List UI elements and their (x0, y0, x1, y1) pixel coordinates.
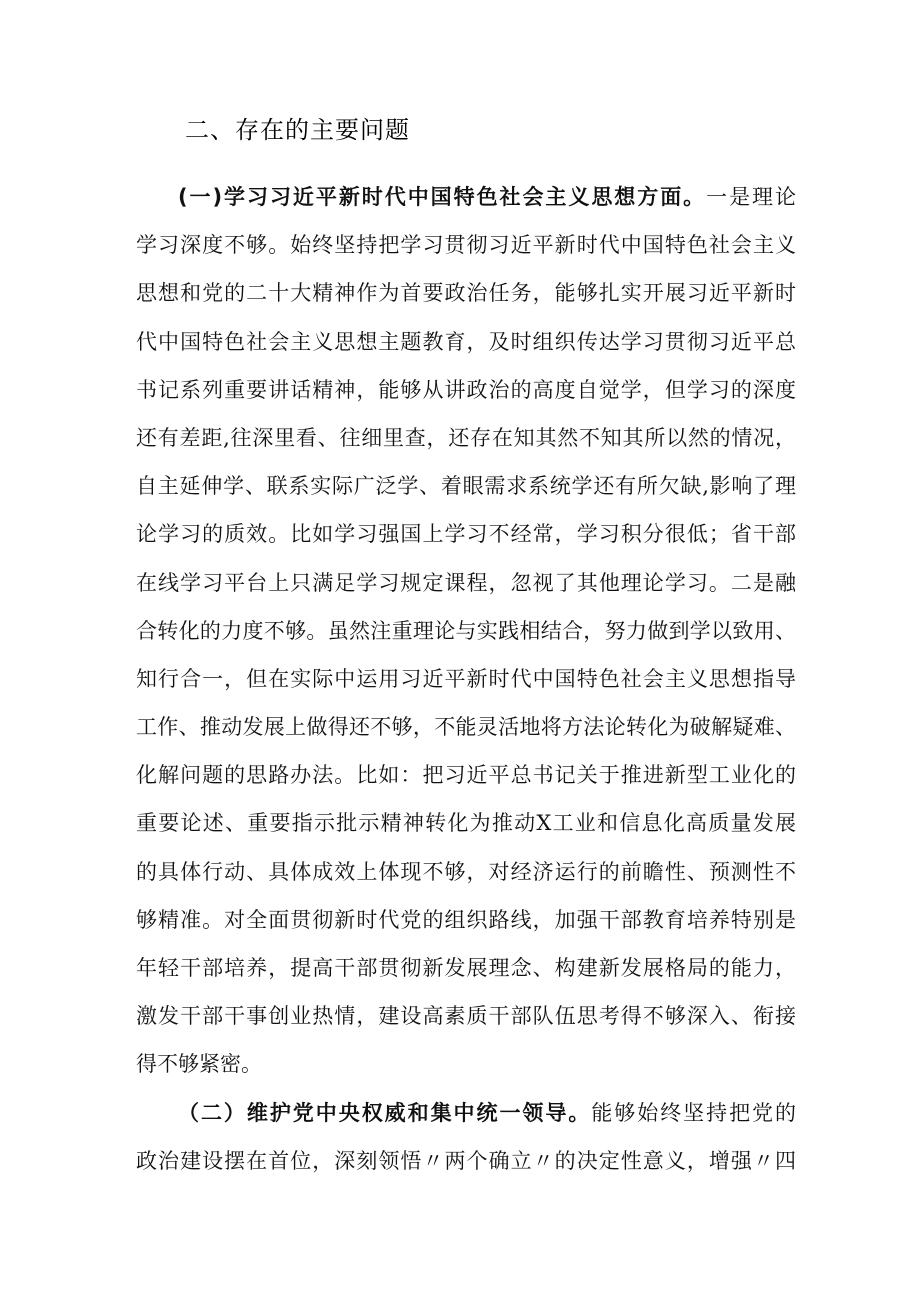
subsection-title: （二）维护党中央权威和集中统一领导。 (178, 1101, 592, 1125)
paragraph-line: （二）维护党中央权威和集中统一领导。能够始终坚持把党的 (178, 1101, 796, 1125)
paragraph-line: 得不够紧密。 (136, 1052, 262, 1077)
paragraph-line: 合转化的力度不够。虽然注重理论与实践相结合，努力做到学以致用、 (136, 618, 796, 643)
paragraph-line: 的具体行动、具体成效上体现不够，对经济运行的前瞻性、预测性不 (136, 859, 796, 884)
paragraph-line: 论学习的质效。比如学习强国上学习不经常，学习积分很低；省干部 (136, 522, 796, 547)
paragraph-1 (136, 173, 796, 1089)
paragraph-line: 重要论述、重要指示批示精神转化为推动X工业和信息化高质量发展 (136, 811, 796, 836)
paragraph-line: (一)学习习近平新时代中国特色社会主义思想方面。一是理论 (178, 185, 796, 209)
paragraph-line: 学习深度不够。始终坚持把学习贯彻习近平新时代中国特色社会主义 (136, 233, 796, 258)
paragraph-line: 激发干部干事创业热情，建设高素质干部队伍思考得不够深入、衔接 (136, 1004, 796, 1029)
paragraph-line: 工作、推动发展上做得还不够，不能灵活地将方法论转化为破解疑难、 (136, 715, 796, 740)
paragraph-line: 年轻干部培养，提高干部贯彻新发展理念、构建新发展格局的能力， (136, 956, 796, 980)
paragraph-line: 化解问题的思路办法。比如：把习近平总书记关于推进新型工业化的 (136, 763, 796, 788)
paragraph-line: 思想和党的二十大精神作为首要政治任务，能够扎实开展习近平新时 (136, 281, 796, 306)
paragraph-line: 知行合一，但在实际中运用习近平新时代中国特色社会主义思想指导 (136, 666, 796, 691)
paragraph-line: 够精准。对全面贯彻新时代党的组织路线，加强干部教育培养特别是 (136, 907, 796, 932)
paragraph-line: 代中国特色社会主义思想主题教育，及时组织传达学习贯彻习近平总 (136, 329, 796, 354)
paragraph-line: 还有差距,往深里看、往细里查，还存在知其然不知其所以然的情况， (136, 425, 796, 450)
subsection-title: (一)学习习近平新时代中国特色社会主义思想方面。 (178, 185, 707, 209)
paragraph-line: 自主延伸学、联系实际广泛学、着眼需求系统学还有所欠缺,影响了理 (136, 474, 796, 499)
paragraph-2 (136, 1089, 796, 1185)
paragraph-line: 在线学习平台上只满足学习规定课程，忽视了其他理论学习。二是融 (136, 570, 796, 595)
paragraph-line: 政治建设摆在首位，深刻领悟〃两个确立〃的决定性意义，增强〃四 (136, 1149, 796, 1174)
section-heading: 二、存在的主要问题 (185, 116, 410, 144)
paragraph-line: 书记系列重要讲话精神，能够从讲政治的高度自觉学，但学习的深度 (136, 377, 796, 402)
